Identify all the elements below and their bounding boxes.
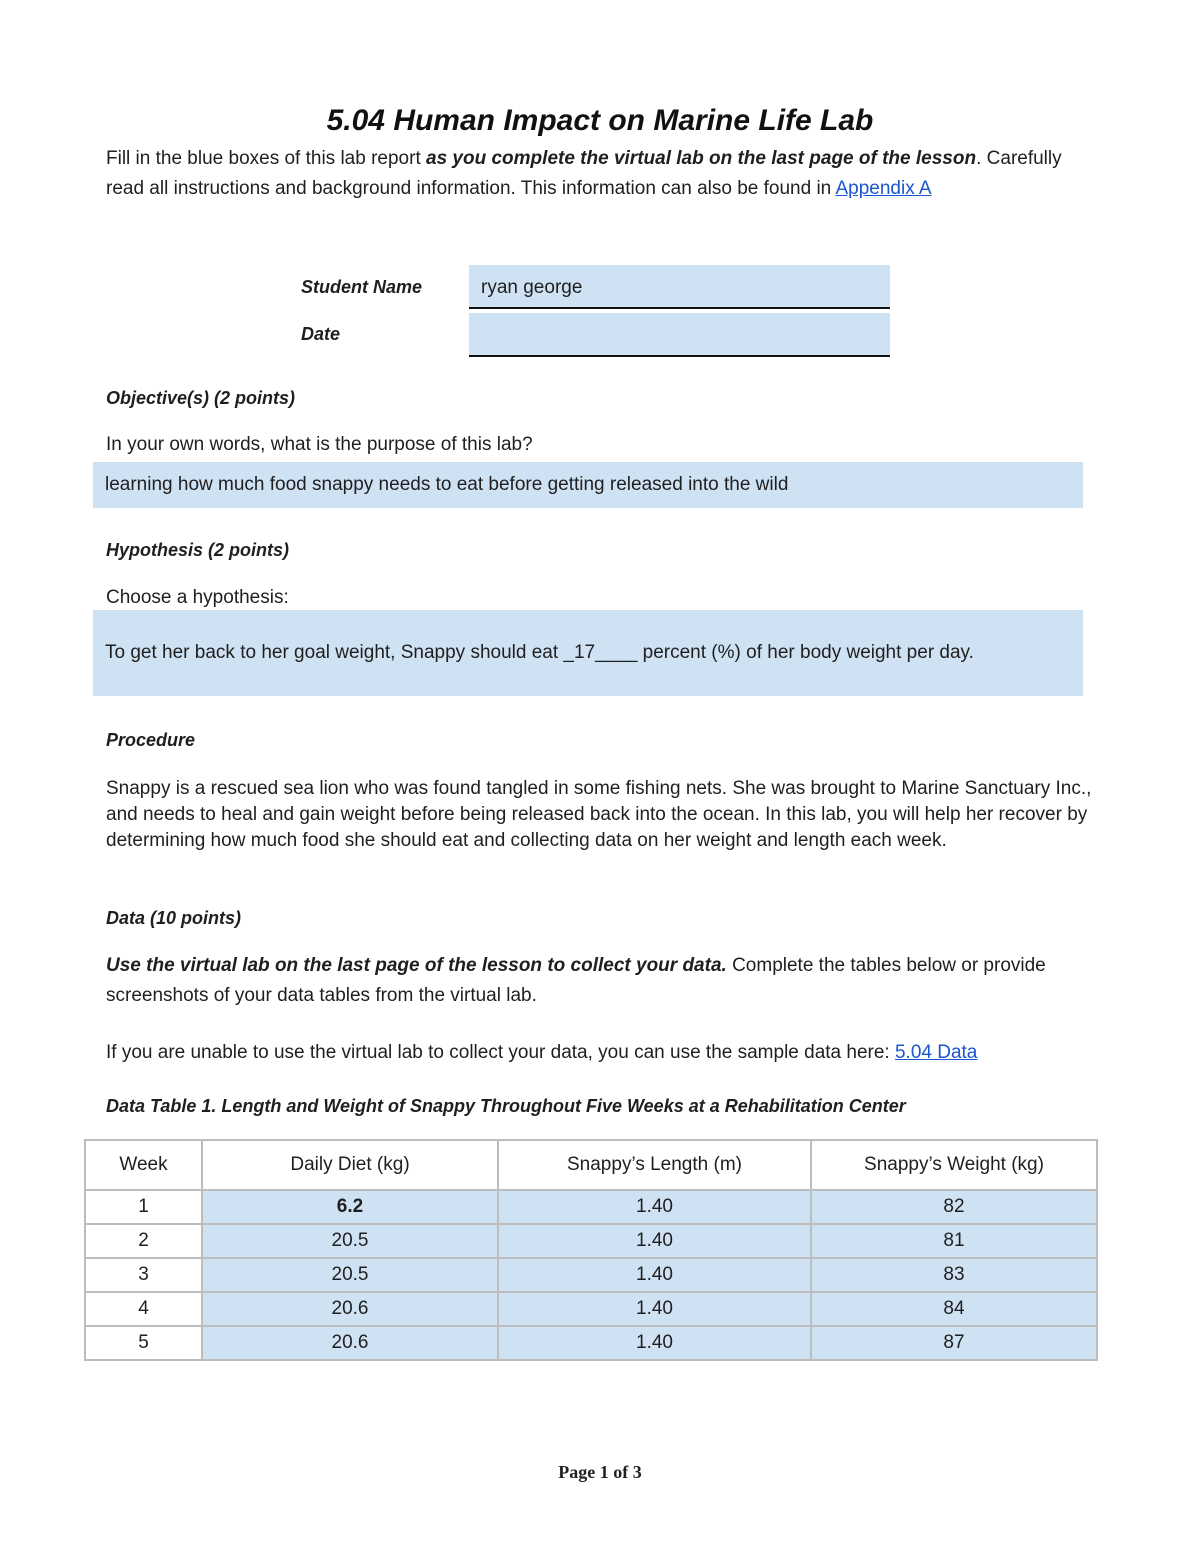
page-title: 5.04 Human Impact on Marine Life Lab [326, 104, 874, 137]
header-length: Snappy’s Length (m) [498, 1140, 811, 1190]
table-row [85, 1190, 1097, 1224]
sample-text: If you are unable to use the virtual lab to collect your data, you can use the sample data here: [106, 1042, 895, 1063]
length-cell[interactable]: 1.40 [498, 1292, 811, 1326]
weight-cell[interactable]: 82 [811, 1190, 1097, 1224]
date-label: Date [301, 324, 341, 344]
objective-answer-box[interactable]: learning how much food snappy needs to eat before getting released into the wild [93, 462, 1083, 508]
intro-text-2: . Carefully read all instructions and background information. This information can also be found in [106, 148, 1062, 199]
intro-emphasis: as you complete the virtual lab on the last page of the lesson [426, 148, 977, 169]
header-week: Week [85, 1140, 202, 1190]
intro-paragraph [106, 144, 1096, 204]
weight-cell[interactable]: 84 [811, 1292, 1097, 1326]
table-row [85, 1292, 1097, 1326]
week-cell: 4 [85, 1292, 202, 1326]
page-number: Page 1 of 3 [558, 1462, 642, 1482]
diet-cell[interactable]: 20.6 [202, 1326, 498, 1360]
table-row [85, 1224, 1097, 1258]
procedure-heading: Procedure [106, 730, 196, 750]
diet-cell[interactable]: 20.6 [202, 1292, 498, 1326]
data-instructions [106, 951, 1096, 1011]
hypothesis-heading: Hypothesis (2 points) [106, 540, 290, 560]
weight-cell[interactable]: 87 [811, 1326, 1097, 1360]
diet-cell[interactable]: 6.2 [202, 1190, 498, 1224]
header-weight: Snappy’s Weight (kg) [811, 1140, 1097, 1190]
week-cell: 3 [85, 1258, 202, 1292]
diet-cell[interactable]: 20.5 [202, 1224, 498, 1258]
procedure-text: Snappy is a rescued sea lion who was found tangled in some fishing nets. She was brought to Marine Sanctuary Inc., and needs to heal and gain weight before being released back into the ocean. In this lab, you will help her recover by determining how much food she should eat and collecting data on her weight and length each week. [106, 778, 1092, 851]
table-row [85, 1326, 1097, 1360]
table-row [85, 1258, 1097, 1292]
objective-question: In your own words, what is the purpose of this lab? [106, 434, 533, 455]
sample-data-link[interactable]: 5.04 Data [894, 1042, 978, 1063]
table-caption: Data Table 1. Length and Weight of Snappy Throughout Five Weeks at a Rehabilitation Center [106, 1096, 906, 1116]
intro-text-1: Fill in the blue boxes of this lab report [106, 148, 427, 169]
week-cell: 5 [85, 1326, 202, 1360]
length-cell[interactable]: 1.40 [498, 1190, 811, 1224]
objective-heading: Objective(s) (2 points) [106, 388, 296, 408]
student-name-label: Student Name [301, 277, 423, 297]
data-heading: Data (10 points) [106, 908, 242, 928]
length-cell[interactable]: 1.40 [498, 1326, 811, 1360]
week-cell: 2 [85, 1224, 202, 1258]
date-field[interactable] [469, 313, 890, 357]
diet-cell[interactable]: 20.5 [202, 1258, 498, 1292]
header-daily-diet: Daily Diet (kg) [202, 1140, 498, 1190]
data-instruction-rest: Complete the tables below or provide screenshots of your data tables from the virtual lab. [106, 955, 1046, 1006]
data-table-1 [84, 1139, 1098, 1361]
data-instruction-bold: Use the virtual lab on the last page of the lesson to collect your data. [106, 955, 727, 976]
weight-cell[interactable]: 83 [811, 1258, 1097, 1292]
hypothesis-answer-box[interactable]: To get her back to her goal weight, Snappy should eat _17____ percent (%) of her body weight per day. [93, 610, 1083, 696]
student-name-field[interactable]: ryan george [469, 265, 890, 309]
length-cell[interactable]: 1.40 [498, 1224, 811, 1258]
hypothesis-prompt: Choose a hypothesis: [106, 587, 289, 608]
length-cell[interactable]: 1.40 [498, 1258, 811, 1292]
sample-data-text [106, 1042, 1096, 1064]
weight-cell[interactable]: 81 [811, 1224, 1097, 1258]
week-cell: 1 [85, 1190, 202, 1224]
appendix-a-link[interactable]: Appendix A [835, 178, 932, 199]
table-header-row [85, 1140, 1097, 1190]
